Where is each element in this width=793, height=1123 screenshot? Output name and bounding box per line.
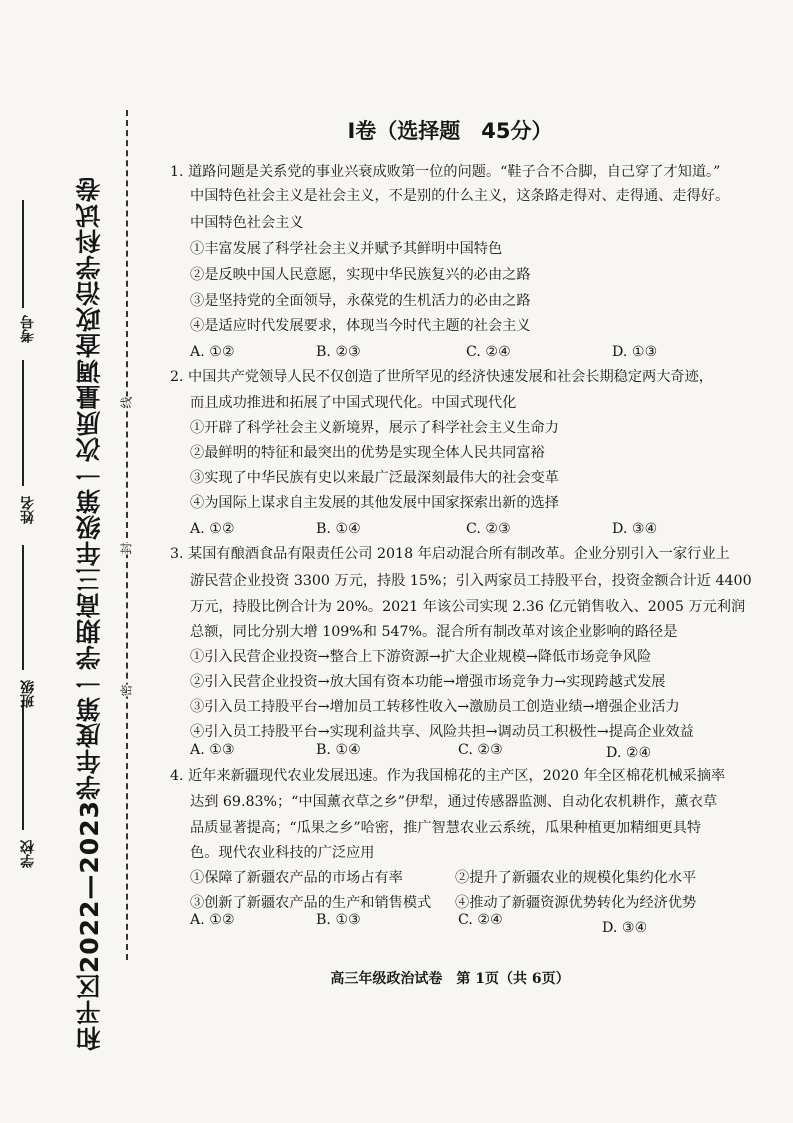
question-3-option-d[interactable]: D. ②④ [606,745,652,761]
page-footer: 高三年级政治试卷 第 1页（共 6页） [330,971,570,987]
question-3-text: 游民营企业投资 3300 万元，持股 15%；引入两家员工持股平台，投资金额合计近 4400 [190,573,752,589]
seal-char-feng: 封 [116,542,137,554]
question-3-option-a[interactable]: A. ①③ [190,742,235,758]
question-3-item: ①引入民营企业投资→整合上下游资源→扩大企业规模→降低市场竞争风险 [190,649,652,665]
question-2-option-d[interactable]: D. ③④ [612,521,658,537]
question-1-item: ②是反映中国人民意愿，实现中华民族复兴的必由之路 [190,267,531,283]
class-line [22,545,24,670]
question-1-stem: 1. 道路问题是关系党的事业兴衰成败第一位的问题。“鞋子合不合脚，自己穿了才知道。” [170,164,721,180]
question-4-option-c[interactable]: C. ②④ [458,912,503,928]
seal-dashed-line [126,110,128,960]
question-1-option-b[interactable]: B. ②③ [316,344,361,360]
question-2-item: ①开辟了科学社会主义新境界，展示了科学社会主义生命力 [190,420,559,436]
question-4-item: ④推动了新疆资源优势转化为经济优势 [455,895,697,911]
question-1-item: ③是坚持党的全面领导，永葆党的生机活力的必由之路 [190,293,531,309]
number-label: 考号 [20,315,36,343]
question-2-item: ④为国际上谋求自主发展的其他发展中国家探索出新的选择 [190,495,559,511]
exam-title-vertical: 和平区2022—2023学年度第一学期高三年级第一次质量调查政治学科试卷 [75,176,104,1052]
number-line [22,200,24,308]
section-title: Ⅰ卷（选择题 45分） [347,119,553,143]
seal-char-mi: 密 [116,684,137,696]
question-4-stem: 4. 近年来新疆现代农业发展迅速。作为我国棉花的主产区，2020 年全区棉花机械采摘率 [170,768,726,784]
question-3-item: ④引入员工持股平台→实现利益共享、风险共担→调动员工积极性→提高企业效益 [190,724,694,740]
question-2-option-b[interactable]: B. ①④ [316,521,361,537]
question-2-item: ③实现了中华民族有史以来最广泛最深刻最伟大的社会变革 [190,470,559,486]
question-3-option-c[interactable]: C. ②③ [458,742,503,758]
question-4-option-b[interactable]: B. ①③ [316,912,361,928]
question-4-text: 达到 69.83%；“中国薰衣草之乡”伊犁，通过传感器监测、自动化农机耕作，薰衣草 [190,794,718,810]
seal-char-xian: 线 [116,396,137,408]
question-4-option-d[interactable]: D. ③④ [602,920,648,936]
question-3-item: ③引入员工持股平台→增加员工转移性收入→激励员工创造业绩→增强企业活力 [190,699,680,715]
question-1-text: 中国特色社会主义 [190,215,304,231]
question-2-text: 而且成功推进和拓展了中国式现代化。中国式现代化 [190,395,517,411]
question-1-option-d[interactable]: D. ①③ [612,344,658,360]
school-label: 学校 [20,840,36,868]
question-3-text: 总额，同比分别大增 109%和 547%。混合所有制改革对该企业影响的路径是 [190,624,678,640]
question-4-item: ②提升了新疆农业的规模化集约化水平 [455,870,697,886]
question-2-item: ②最鲜明的特征和最突出的优势是实现全体人民共同富裕 [190,445,545,461]
question-4-item: ①保障了新疆农产品的市场占有率 [190,870,403,886]
question-2-option-c[interactable]: C. ②③ [466,521,511,537]
question-2-stem: 2. 中国共产党领导人民不仅创造了世所罕见的经济快速发展和社会长期稳定两大奇迹， [170,369,713,385]
school-line [22,700,24,830]
question-1-text: 中国特色社会主义是社会主义，不是别的什么主义，这条路走得对、走得通、走得好。 [190,188,730,204]
question-3-option-b[interactable]: B. ①④ [316,742,361,758]
class-label: 班级 [20,680,36,708]
question-4-text: 品质显著提高；“瓜果之乡”哈密，推广智慧农业云系统，瓜果种植更加精细更具特 [190,820,702,836]
question-3-text: 万元，持股比例合计为 20%。2021 年该公司实现 2.36 亿元销售收入、2005 万元利润 [190,599,746,615]
question-1-item: ①丰富发展了科学社会主义并赋予其鲜明中国特色 [190,241,503,257]
question-3-stem: 3. 某国有酿酒食品有限责任公司 2018 年启动混合所有制改革。企业分别引入一家行业上 [170,546,730,562]
question-1-option-a[interactable]: A. ①② [190,344,235,360]
name-label: 姓名 [20,496,36,524]
question-4-text: 色。现代农业科技的广泛应用 [190,845,375,861]
question-2-option-a[interactable]: A. ①② [190,521,235,537]
question-1-option-c[interactable]: C. ②④ [466,344,511,360]
question-3-item: ②引入民营企业投资→放大国有资本功能→增强市场竞争力→实现跨越式发展 [190,674,666,690]
question-1-item: ④是适应时代发展要求，体现当今时代主题的社会主义 [190,318,531,334]
question-4-option-a[interactable]: A. ①② [190,912,235,928]
question-4-item: ③创新了新疆农产品的生产和销售模式 [190,895,432,911]
name-line [22,360,24,486]
